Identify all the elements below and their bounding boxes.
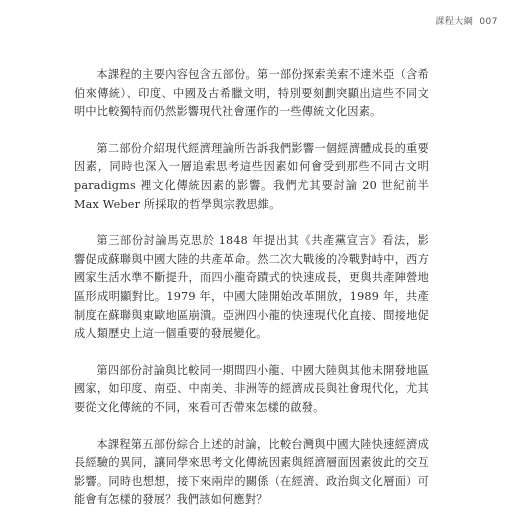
paragraph: 第二部份介紹現代經濟理論所告訴我們影響一個經濟體成長的重要因素，同時也深入一層追索思考這些因素如何會受到那些不同古文明 paradigms 裡文化傳統因素的影響。我們尤其要討論 20 世紀前半 Max Weber 所採取的哲學與宗教思維。: [74, 141, 429, 211]
paragraph: 第三部份討論馬克思於 1848 年提出其《共產黨宣言》看法，影響促成蘇聯與中國大陸的共產革命。然二次大戰後的冷戰對峙中，西方國家生活水準不斷提升，而四小龍奇蹟式的快速成長，更與共產陣營地區形成明顯對比。1979 年，中國大陸開始改革開放，1989 年，共產制度在蘇聯與東歐地區崩潰。亞洲四小龍的快速現代化直接、間接地促成人類歷史上這一個重要的發展變化。: [74, 234, 429, 341]
paragraph: 本課程的主要內容包含五部份。第一部份探索美索不達米亞（含希伯來傳統）、印度、中國及古希臘文明，特別要刻劃突顯出這些不同文明中比較獨特而仍然影響現代社會運作的一些傳統文化因素。: [74, 68, 429, 119]
paragraph: 第四部份討論與比較同一期間四小龍、中國大陸與其他未開發地區國家，如印度、南亞、中南美、非洲等的經濟成長與社會現代化，尤其要從文化傳統的不同，來看可否帶來怎樣的啟發。: [74, 363, 429, 414]
paragraph: 本課程第五部份綜合上述的討論，比較台灣與中國大陸快速經濟成長經驗的異同，讓同學來思考文化傳統因素與經濟層面因素彼此的交互影響。同時也想想，接下來兩岸的關係（在經濟、政治與文化層面）可能會有怎樣的發展？我們該如何應對？: [74, 437, 429, 507]
page-number: 007: [479, 17, 498, 27]
header-title: 課程大綱: [435, 17, 474, 27]
running-header: [435, 14, 498, 27]
body-text: [74, 66, 429, 528]
